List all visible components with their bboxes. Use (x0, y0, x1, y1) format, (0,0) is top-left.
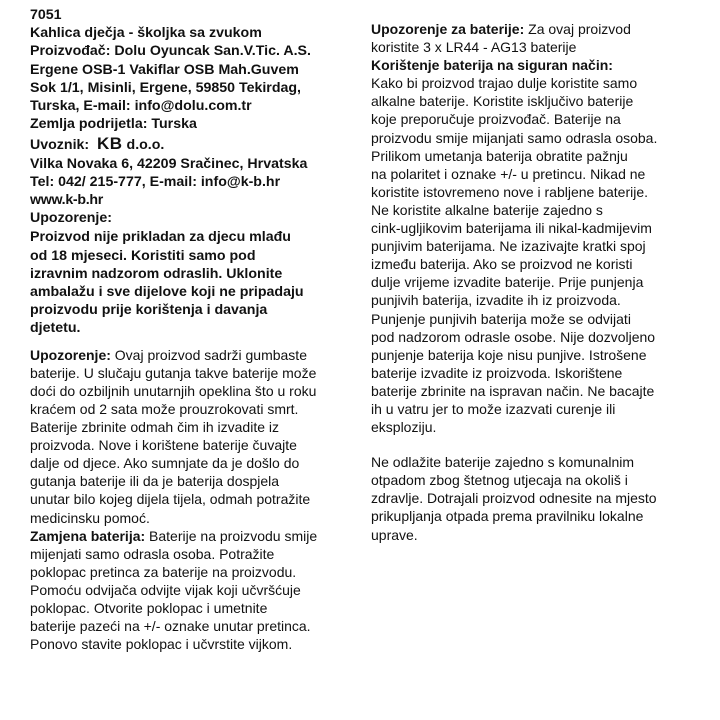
battery-warning-line: Baterije zbrinite odmah čim ih izvadite iz (30, 419, 279, 436)
left-column (30, 6, 356, 653)
safe-use-line: baterije zbrinite na ispravan način. Ne bacajte (371, 382, 655, 399)
battery-warning-line: dalje od djece. Ako sumnjate da je došlo do (30, 455, 300, 472)
manufacturer-line: Sok 1/1, Misinli, Ergene, 59850 Tekirdag, (30, 79, 301, 96)
safe-use-line: proizvodu smije mijanjati samo odrasla osoba. (371, 129, 658, 146)
replacement-line: mijenjati samo odrasla osoba. Potražite (30, 545, 275, 562)
warning-line: proizvodu prije korištenja i davanja (30, 302, 268, 319)
safe-use-line: Kako bi proizvod trajao dulje koristite samo (371, 75, 638, 92)
battery-warning-line: Ovaj proizvod sadrži gumbaste (110, 346, 307, 363)
safe-use-line: Prilikom umetanja baterija obratite pažnju (371, 147, 628, 164)
manufacturer-line: Ergene OSB-1 Vakiflar OSB Mah.Guvem (30, 61, 299, 78)
battery-type-title: Upozorenje za baterije: (371, 21, 525, 37)
battery-warning-line: proizvoda. Nove i korištene baterije čuvajte (30, 437, 297, 454)
disposal-line: uprave. (371, 526, 418, 543)
safe-use-line: između baterija. Ako se proizvod ne koristi (371, 256, 633, 273)
replacement-line: poklopac pretinca za baterije na proizvodu. (30, 563, 297, 580)
product-code: 7051 (30, 7, 62, 23)
battery-warning-line: gutanja baterije ili da je baterija dospjela (30, 473, 280, 490)
safe-use-line: punjenje baterija koje nisu punjive. Istrošene (371, 346, 647, 363)
safe-use-line: ih u vatru jer to može izazvati curenje ili (371, 400, 616, 417)
safe-use-line: Ne koristite alkalne baterije zajedno s (371, 201, 603, 218)
battery-type-warning (371, 20, 701, 56)
disposal-line: Ne odlažite baterije zajedno s komunalnim (371, 454, 635, 471)
importer-label: Uvoznik: (30, 137, 90, 154)
importer-contact: Tel: 042/ 215-777, E-mail: info@k-b.hr (30, 173, 281, 190)
battery-warning-line: unutar bilo kojeg dijela tijela, odmah potražite (30, 491, 311, 508)
safe-use-line: punjivim baterijama. Ne izazivajte kratki spoj (371, 238, 646, 255)
safe-use-line: dulje vrijeme izvadite baterije. Prije punjenja (371, 274, 644, 291)
warning-line: od 18 mjeseci. Koristiti samo pod (30, 247, 256, 264)
importer-website: www.k-b.hr (30, 192, 103, 209)
right-column (371, 20, 701, 544)
button-battery-warning (30, 346, 356, 527)
battery-warning-line: kraćem od 2 sata može prouzrokovati smrt. (30, 400, 299, 417)
disposal-line: zdravlje. Dotrajali proizvod odnesite na mjesto (371, 490, 657, 507)
manufacturer-line: Proizvođač: Dolu Oyuncak San.V.Tic. A.S. (30, 43, 311, 60)
battery-type-line: Za ovaj proizvod (524, 21, 631, 37)
replacement-title: Zamjena baterija: (30, 527, 146, 544)
safe-battery-use (371, 56, 701, 436)
replacement-line: Pomoću odvijača odvijte vijak koji učvršćuje (30, 581, 301, 598)
age-warning (30, 228, 356, 337)
safe-use-line: Punjenje punjivih baterija može se odvijati (371, 310, 631, 327)
warning-line: izravnim nadzorom odraslih. Uklonite (30, 265, 283, 282)
replacement-line: Baterije na proizvodu smije (145, 527, 318, 544)
replacement-line: Ponovo stavite poklopac i učvrstite vijkom. (30, 636, 293, 653)
battery-warning-line: medicinsku pomoć. (30, 509, 150, 526)
safe-use-line: punjivih baterija, izvadite ih iz proizvoda. (371, 292, 621, 309)
warning-line: ambalažu i sve dijelove koji ne pripadaju (30, 284, 304, 301)
safe-use-line: pod nadzorom odrasle osobe. Nije dozvoljeno (371, 328, 656, 345)
replacement-line: poklopac. Otvorite poklopac i umetnite (30, 599, 268, 616)
safe-use-line: cink-ugljikovim baterijama ili nikal-kadmijevim (371, 220, 652, 237)
safe-use-title: Korištenje baterija na siguran način: (371, 57, 613, 74)
battery-replacement (30, 527, 356, 654)
disposal-line: otpadom zbog štetnog utjecaja na okoliš i (371, 472, 628, 489)
battery-warning-line: doći do ozbiljnih unutarnjih opeklina što u roku (30, 382, 317, 399)
importer-address: Vilka Novaka 6, 42209 Sračinec, Hrvatska (30, 155, 308, 172)
kb-logo: KB (97, 134, 123, 154)
manufacturer-line: Turska, E-mail: info@dolu.com.tr (30, 98, 252, 115)
importer-line (30, 135, 356, 154)
battery-type-line: koristite 3 x LR44 - AG13 baterije (371, 39, 577, 56)
disposal-notice (371, 453, 701, 543)
safe-use-line: baterije izvadite iz proizvoda. Iskorištene (371, 364, 623, 381)
country-of-origin: Zemlja podrijetla: Turska (30, 116, 197, 133)
product-info (30, 6, 356, 227)
replacement-line: baterije pazeći na +/- oznake unutar pretinca. (30, 618, 311, 635)
product-name: Kahlica dječja - školjka sa zvukom (30, 25, 262, 42)
safe-use-line: eksploziju. (371, 419, 437, 436)
warning-title: Upozorenje: (30, 210, 112, 227)
battery-warning-line: baterije. U slučaju gutanja takve baterije može (30, 364, 317, 381)
importer-name: d.o.o. (126, 137, 165, 154)
warning-line: Proizvod nije prikladan za djecu mlađu (30, 229, 291, 246)
safe-use-line: alkalne baterije. Koristite isključivo baterije (371, 93, 634, 110)
disposal-line: prikupljanja otpada prema pravilniku lokalne (371, 508, 644, 525)
safe-use-line: koristite istovremeno nove i rabljene baterije. (371, 183, 649, 200)
safe-use-line: na polaritet i oznake +/- u pretincu. Nikad ne (371, 165, 646, 182)
safe-use-line: koje preporučuje proizvođač. Baterije na (371, 111, 621, 128)
warning-line: djetetu. (30, 320, 81, 337)
battery-warning-title: Upozorenje: (30, 346, 111, 363)
